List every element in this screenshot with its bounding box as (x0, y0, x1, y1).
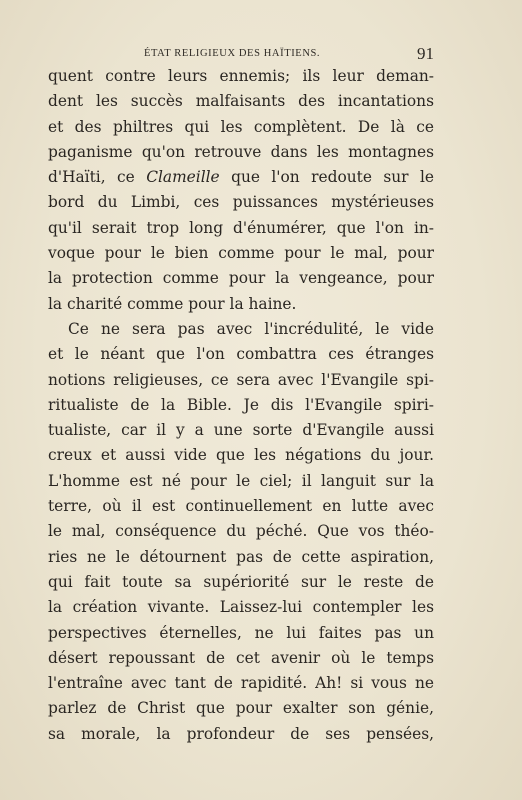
text-line: le mal, conséquence du péché. Que vos théo- (48, 522, 434, 541)
text-line: la création vivante. Laissez-lui contempler les (48, 598, 434, 617)
text-line: bord du Limbi, ces puissances mystérieuses (48, 193, 434, 212)
text-line: et le néant que l'on combattra ces étranges (48, 345, 434, 364)
text-line: ries ne le détournent pas de cette aspiration, (48, 547, 434, 566)
text-line: voque pour le bien comme pour le mal, pour (48, 244, 434, 263)
text-line: dent les succès malfaisants des incantations (48, 92, 434, 111)
text-line: quent contre leurs ennemis; ils leur deman- (48, 67, 434, 85)
text-line: la protection comme pour la vengeance, pour (48, 269, 434, 288)
text-line: et des philtres qui les complètent. De là ce (48, 117, 434, 136)
text-line: tualiste, car il y a une sorte d'Evangile aussi (48, 421, 434, 440)
text-line: qui fait toute sa supériorité sur le reste de (48, 572, 434, 591)
text-line: sa morale, la profondeur de ses pensées, (48, 724, 434, 743)
text-line: ritualiste de la Bible. Je dis l'Evangile spiri- (48, 395, 434, 414)
text-line: notions religieuses, ce sera avec l'Evangile spi- (48, 370, 434, 389)
text-line: désert repoussant de cet avenir où le temps (48, 648, 434, 667)
text-line: paganisme qu'on retrouve dans les montagnes (48, 142, 434, 161)
running-head (48, 44, 434, 64)
paragraph-first-line: Ce ne sera pas avec l'incrédulité, le vide (68, 319, 434, 338)
text-line: terre, où il est continuellement en lutte avec (48, 497, 434, 516)
paragraph-end-line: la charité comme pour la haine. (48, 294, 297, 313)
text-line: perspectives éternelles, ne lui faites pas un (48, 623, 434, 642)
text-line: L'homme est né pour le ciel; il languit sur la (48, 471, 434, 490)
page-number: 91 (417, 44, 434, 63)
text-line: l'entraîne avec tant de rapidité. Ah! si vous ne (48, 674, 434, 693)
running-title: ÉTAT RELIGIEUX DES HAÏTIENS. (144, 48, 321, 59)
body-text (48, 64, 434, 747)
text-line: qu'il serait trop long d'énumérer, que l'on in- (48, 218, 434, 237)
text-line: parlez de Christ que pour exalter son génie, (48, 699, 434, 718)
text-line: d'Haïti, ce Clameille que l'on redoute sur le (48, 168, 434, 187)
text-line: creux et aussi vide que les négations du jour. (48, 446, 434, 465)
